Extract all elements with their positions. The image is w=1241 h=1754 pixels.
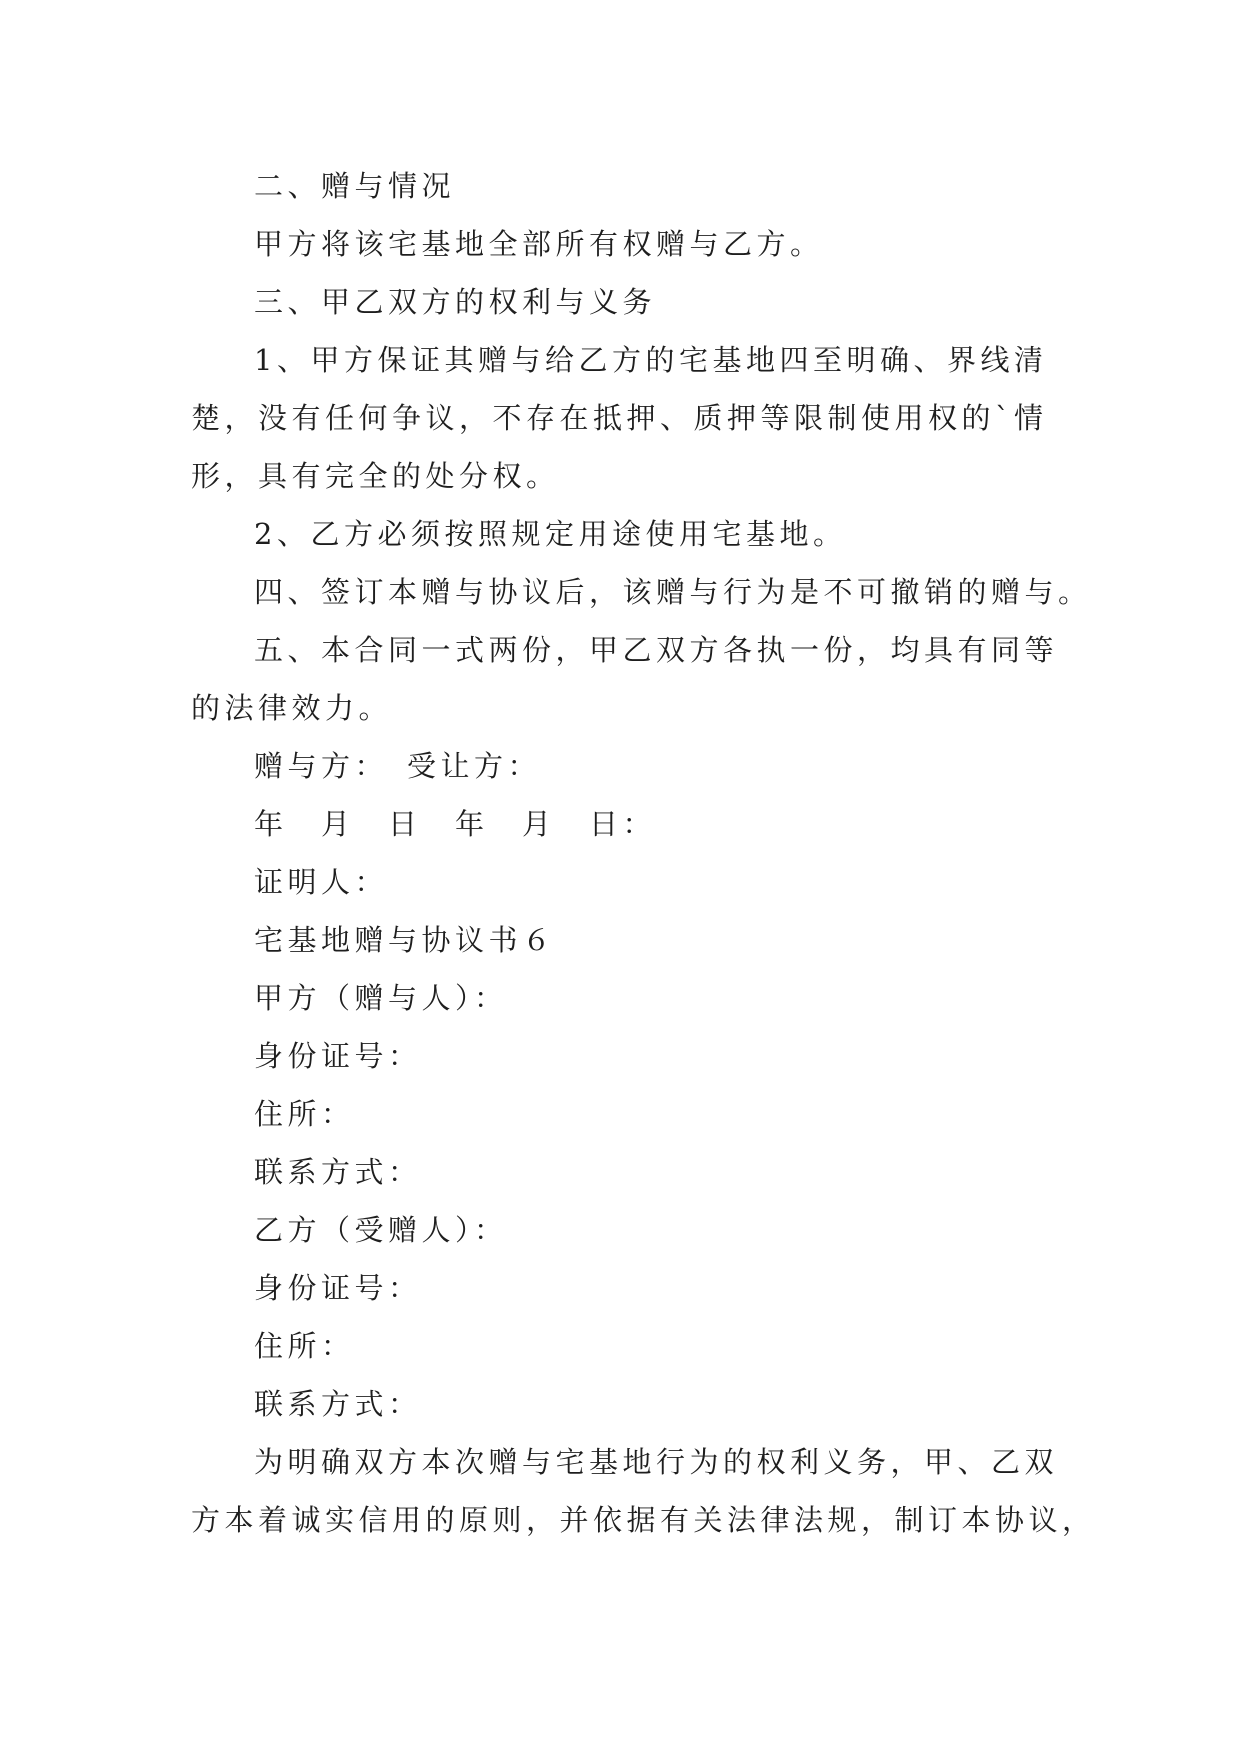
- paragraph: 甲方将该宅基地全部所有权赠与乙方。: [254, 227, 824, 261]
- document-title: 宅基地赠与协议书６: [254, 923, 556, 957]
- paragraph: 楚，没有任何争议，不存在抵押、质押等限制使用权的`情: [191, 401, 1048, 435]
- signature-parties: 赠与方： 受让方：: [254, 749, 542, 783]
- party-b-label: 乙方（受赠人）：: [254, 1213, 508, 1247]
- party-a-label: 甲方（赠与人）：: [254, 981, 508, 1015]
- section-heading-gift-status: 二、赠与情况: [254, 169, 456, 203]
- paragraph: 五、本合同一式两份，甲乙双方各执一份，均具有同等: [254, 633, 1059, 667]
- paragraph: 的法律效力。: [191, 691, 393, 725]
- party-b-address-label: 住所：: [254, 1329, 355, 1363]
- section-heading-rights-obligations: 三、甲乙双方的权利与义务: [254, 285, 657, 319]
- paragraph: 为明确双方本次赠与宅基地行为的权利义务，甲、乙双: [254, 1445, 1059, 1479]
- party-b-contact-label: 联系方式：: [254, 1387, 422, 1421]
- witness-label: 证明人：: [254, 865, 389, 899]
- party-a-address-label: 住所：: [254, 1097, 355, 1131]
- paragraph: 形，具有完全的处分权。: [191, 459, 560, 493]
- paragraph: 1、甲方保证其赠与给乙方的宅基地四至明确、界线清: [254, 343, 1048, 377]
- paragraph: 2、乙方必须按照规定用途使用宅基地。: [254, 517, 847, 551]
- party-b-id-label: 身份证号：: [254, 1271, 422, 1305]
- signature-dates: 年 月 日 年 月 日：: [254, 807, 657, 841]
- paragraph: 方本着诚实信用的原则，并依据有关法律法规，制订本协议，: [191, 1503, 1096, 1537]
- party-a-id-label: 身份证号：: [254, 1039, 422, 1073]
- party-a-contact-label: 联系方式：: [254, 1155, 422, 1189]
- paragraph: 四、签订本赠与协议后，该赠与行为是不可撤销的赠与。: [254, 575, 1092, 609]
